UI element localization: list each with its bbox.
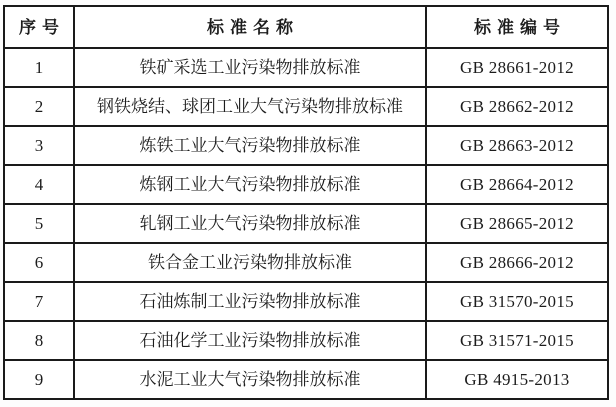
- row-no: 2: [4, 87, 74, 126]
- row-standard-name: 铁矿采选工业污染物排放标准: [74, 48, 426, 87]
- header-cell-no: 序号: [4, 6, 74, 48]
- table-row: [4, 48, 608, 87]
- table-row: [4, 282, 608, 321]
- header-cell-name: 标准名称: [74, 6, 426, 48]
- row-standard-name: 石油化学工业污染物排放标准: [74, 321, 426, 360]
- row-no: 9: [4, 360, 74, 399]
- table-header: [4, 6, 608, 48]
- row-standard-name: 炼铁工业大气污染物排放标准: [74, 126, 426, 165]
- table-row: [4, 87, 608, 126]
- standards-table-container: [3, 5, 609, 400]
- row-standard-name: 石油炼制工业污染物排放标准: [74, 282, 426, 321]
- row-standard-code: GB 28664-2012: [426, 165, 608, 204]
- row-no: 7: [4, 282, 74, 321]
- row-standard-name: 炼钢工业大气污染物排放标准: [74, 165, 426, 204]
- row-no: 8: [4, 321, 74, 360]
- row-standard-code: GB 31571-2015: [426, 321, 608, 360]
- row-standard-code: GB 28666-2012: [426, 243, 608, 282]
- row-standard-code: GB 28665-2012: [426, 204, 608, 243]
- table-row: [4, 243, 608, 282]
- row-standard-name: 轧钢工业大气污染物排放标准: [74, 204, 426, 243]
- row-no: 5: [4, 204, 74, 243]
- row-standard-name: 铁合金工业污染物排放标准: [74, 243, 426, 282]
- table-body: [4, 48, 608, 399]
- header-row: [4, 6, 608, 48]
- table-row: [4, 321, 608, 360]
- row-standard-code: GB 4915-2013: [426, 360, 608, 399]
- table-row: [4, 360, 608, 399]
- standards-table: [3, 5, 609, 400]
- row-no: 1: [4, 48, 74, 87]
- row-no: 4: [4, 165, 74, 204]
- header-cell-code: 标准编号: [426, 6, 608, 48]
- row-standard-code: GB 28663-2012: [426, 126, 608, 165]
- row-standard-name: 钢铁烧结、球团工业大气污染物排放标准: [74, 87, 426, 126]
- table-row: [4, 165, 608, 204]
- table-row: [4, 204, 608, 243]
- row-no: 3: [4, 126, 74, 165]
- row-standard-code: GB 28662-2012: [426, 87, 608, 126]
- row-no: 6: [4, 243, 74, 282]
- row-standard-name: 水泥工业大气污染物排放标准: [74, 360, 426, 399]
- row-standard-code: GB 31570-2015: [426, 282, 608, 321]
- row-standard-code: GB 28661-2012: [426, 48, 608, 87]
- table-row: [4, 126, 608, 165]
